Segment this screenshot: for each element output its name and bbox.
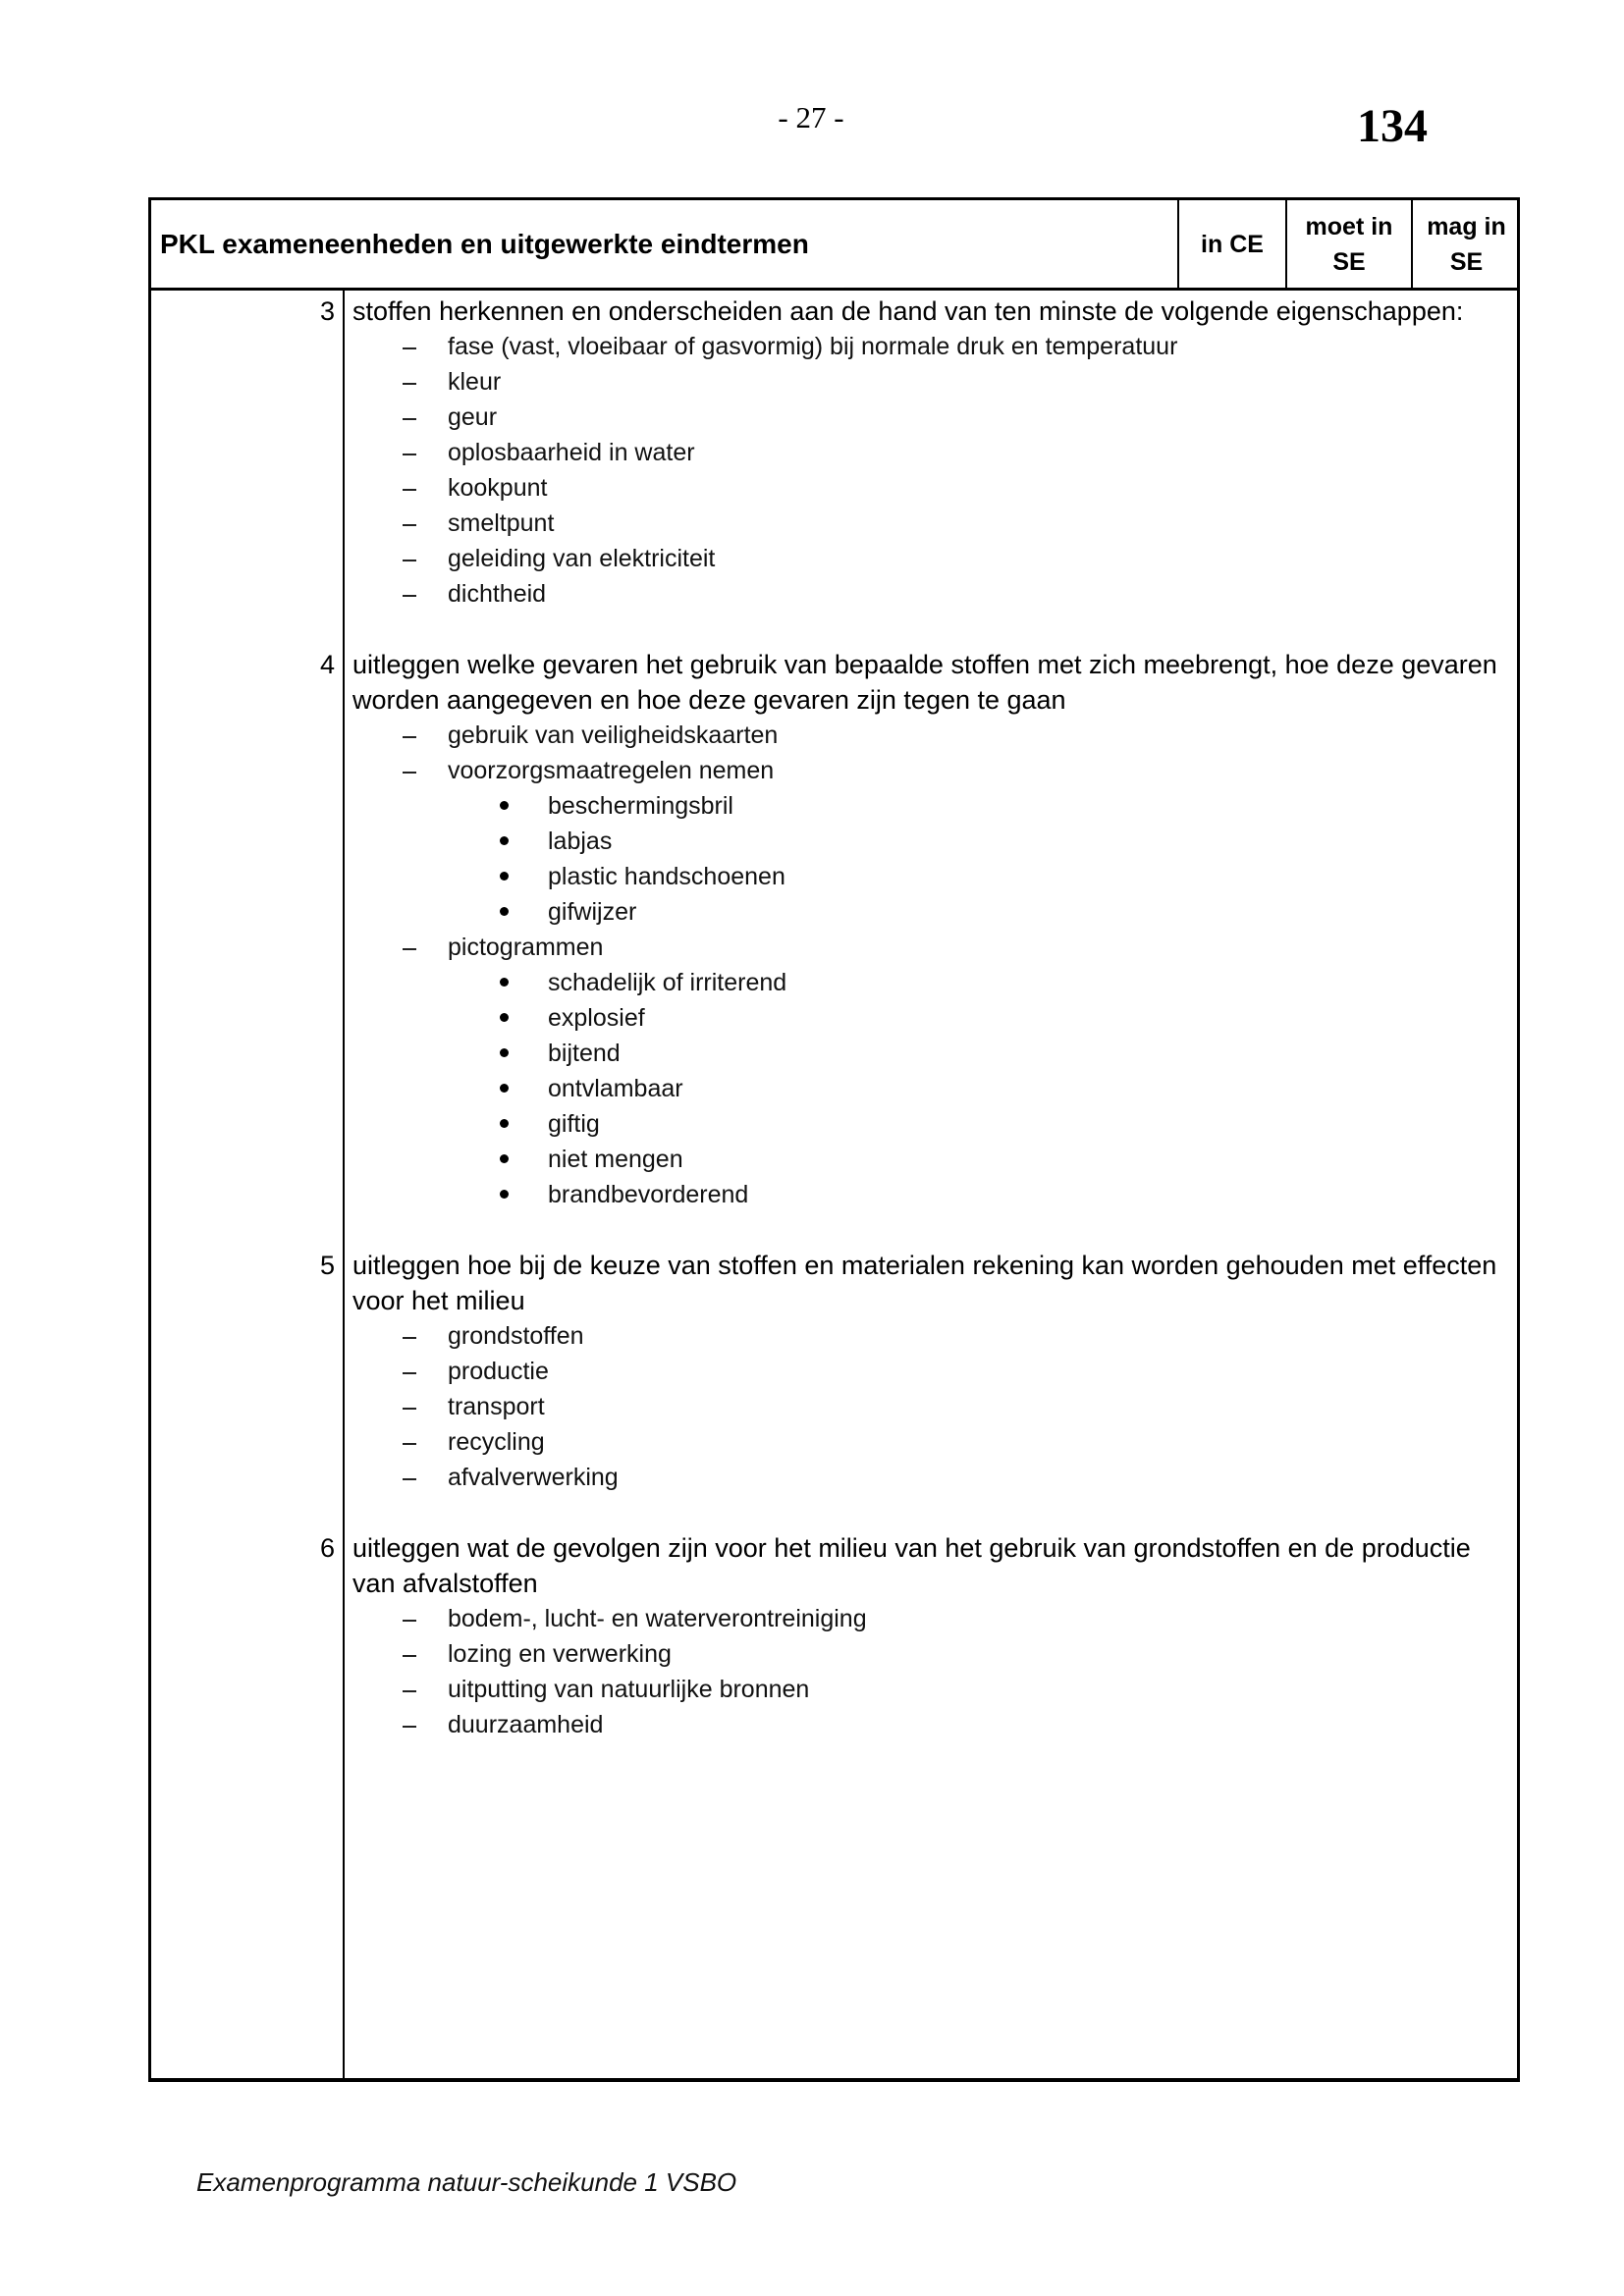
bullet-item <box>151 824 1517 859</box>
bullet-item <box>151 788 1517 824</box>
sub-item-label: recycling <box>448 1428 545 1456</box>
sub-item <box>151 1672 1517 1707</box>
page-number: 134 <box>1357 100 1428 152</box>
eindterm-item <box>151 294 1517 612</box>
header-mag-line2: SE <box>1449 247 1484 276</box>
bullet-icon <box>500 1013 509 1022</box>
sub-item-label: duurzaamheid <box>448 1711 604 1738</box>
bullet-item <box>151 1177 1517 1212</box>
item-text: uitleggen hoe bij de keuze van stoffen en materialen rekening kan worden gehouden met effecten voor het milieu <box>352 1251 1497 1315</box>
sub-item <box>151 1601 1517 1636</box>
sub-item <box>151 718 1517 753</box>
header-title: PKL exameneenheden en uitgewerkte eindtermen <box>160 228 809 259</box>
eindterm-item <box>151 647 1517 1212</box>
bullet-icon <box>500 1154 509 1163</box>
eindterm-item <box>151 1530 1517 1742</box>
bullet-item-label: labjas <box>548 828 613 855</box>
bullet-item-label: giftig <box>548 1110 600 1138</box>
bullet-icon <box>500 907 509 916</box>
sub-item-label: dichtheid <box>448 580 547 608</box>
bullet-item-label: beschermingsbril <box>548 792 733 820</box>
sub-item <box>151 400 1517 435</box>
bullet-icon <box>500 1190 509 1199</box>
item-number: 3 <box>319 296 335 326</box>
sub-item <box>151 1460 1517 1495</box>
header-moet-line2: SE <box>1332 247 1366 276</box>
item-number: 6 <box>319 1533 335 1563</box>
sub-item <box>151 435 1517 470</box>
bullet-item <box>151 1106 1517 1142</box>
sub-item <box>151 753 1517 788</box>
sub-item-label: transport <box>448 1393 545 1420</box>
sub-item-label: grondstoffen <box>448 1322 584 1350</box>
sub-item <box>151 1354 1517 1389</box>
bullet-item-label: niet mengen <box>548 1146 683 1173</box>
header-moet-in-se <box>1285 200 1411 288</box>
sub-item-label: voorzorgsmaatregelen nemen <box>448 757 775 784</box>
sub-item <box>151 506 1517 541</box>
item-text: uitleggen welke gevaren het gebruik van bepaalde stoffen met zich meebrengt, hoe deze gevaren worden aangegeven en hoe deze gevaren zijn tegen te gaan <box>352 650 1497 715</box>
header-moet-line1: moet in <box>1305 212 1393 240</box>
bullet-item-label: explosief <box>548 1004 645 1032</box>
sub-item-label: geleiding van elektriciteit <box>448 545 716 572</box>
sub-item-label: kookpunt <box>448 474 548 502</box>
sub-item-label: geur <box>448 403 498 431</box>
sub-item-label: afvalverwerking <box>448 1464 619 1491</box>
bullet-item <box>151 1142 1517 1177</box>
sub-item <box>151 470 1517 506</box>
bullet-icon <box>500 978 509 987</box>
sub-item-label: uitputting van natuurlijke bronnen <box>448 1676 810 1703</box>
bullet-item-label: ontvlambaar <box>548 1075 683 1102</box>
sub-item-label: fase (vast, vloeibaar of gasvormig) bij normale druk en temperatuur <box>448 333 1178 360</box>
item-text: uitleggen wat de gevolgen zijn voor het milieu van het gebruik van grondstoffen en de productie van afvalstoffen <box>352 1533 1471 1598</box>
bullet-item <box>151 894 1517 930</box>
bullet-icon <box>500 801 509 810</box>
sub-item-label: pictogrammen <box>448 934 604 961</box>
table-header-row <box>151 200 1517 291</box>
document-footer: Examenprogramma natuur-scheikunde 1 VSBO <box>196 2167 737 2197</box>
table-body <box>151 294 1517 1778</box>
bullet-item-label: gifwijzer <box>548 898 637 926</box>
sub-item <box>151 364 1517 400</box>
bullet-item-label: brandbevorderend <box>548 1181 749 1208</box>
item-number: 5 <box>319 1251 335 1280</box>
bullet-item <box>151 1036 1517 1071</box>
sub-item-label: bodem-, lucht- en waterverontreiniging <box>448 1605 867 1632</box>
bullet-icon <box>500 836 509 845</box>
sub-item <box>151 1318 1517 1354</box>
sub-item-label: kleur <box>448 368 502 396</box>
bullet-icon <box>500 1084 509 1093</box>
sub-item-label: lozing en verwerking <box>448 1640 672 1668</box>
eindtermen-table <box>148 197 1520 2082</box>
bullet-item-label: plastic handschoenen <box>548 863 785 890</box>
item-text: stoffen herkennen en onderscheiden aan de hand van ten minste de volgende eigenschappen: <box>352 296 1464 326</box>
header-mag-line1: mag in <box>1427 212 1506 240</box>
bullet-icon <box>500 1119 509 1128</box>
bullet-item-label: bijtend <box>548 1040 621 1067</box>
bullet-item <box>151 1000 1517 1036</box>
sub-item <box>151 541 1517 576</box>
sub-item <box>151 1707 1517 1742</box>
bullet-item <box>151 965 1517 1000</box>
sub-item-label: gebruik van veiligheidskaarten <box>448 721 779 749</box>
sub-item <box>151 1636 1517 1672</box>
sub-item <box>151 1389 1517 1424</box>
item-number: 4 <box>319 650 335 679</box>
sub-item-label: productie <box>448 1358 549 1385</box>
sub-item <box>151 930 1517 965</box>
sub-item <box>151 1424 1517 1460</box>
bullet-icon <box>500 872 509 881</box>
sub-item <box>151 329 1517 364</box>
bullet-item <box>151 1071 1517 1106</box>
header-mag-in-se <box>1411 200 1520 288</box>
eindterm-item <box>151 1248 1517 1495</box>
sub-item <box>151 576 1517 612</box>
page-center-label: - 27 - <box>778 100 844 134</box>
sub-item-label: oplosbaarheid in water <box>448 439 695 466</box>
bullet-item-label: schadelijk of irriterend <box>548 969 787 996</box>
header-in-ce: in CE <box>1177 200 1285 288</box>
bullet-icon <box>500 1048 509 1057</box>
sub-item-label: smeltpunt <box>448 509 555 537</box>
bullet-item <box>151 859 1517 894</box>
